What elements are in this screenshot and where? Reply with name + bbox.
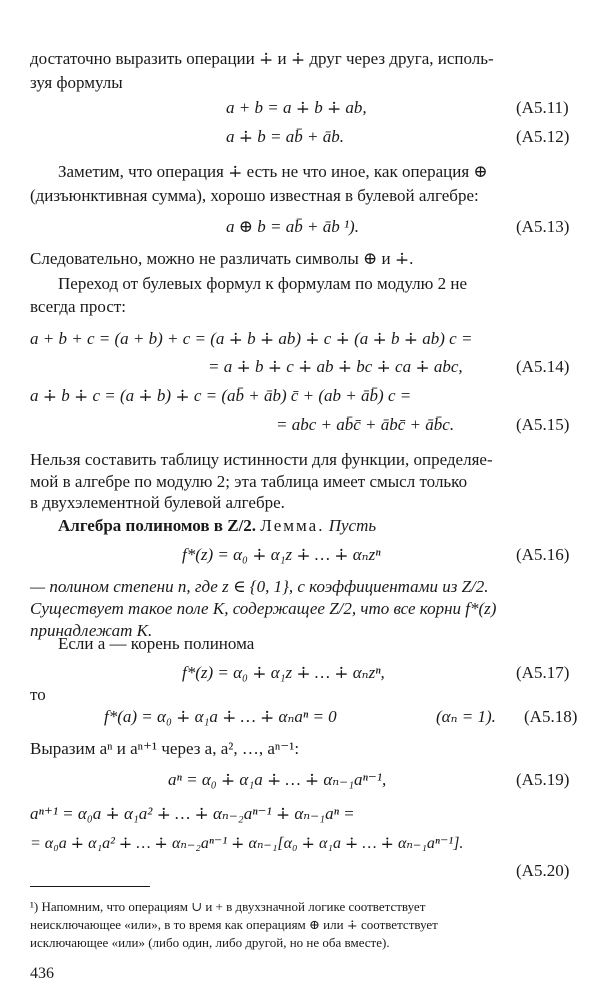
footnote-line: неисключающее «или», в то время как операциям ⊕ или ∔ соответствует (30, 917, 438, 932)
text-line: Заметим, что операция ∔ есть не что иное, как операция ⊕ (58, 162, 488, 181)
equation-number: (A5.20) (516, 861, 570, 880)
text-line: Выразим aⁿ и aⁿ⁺¹ через a, a², …, aⁿ⁻¹: (30, 739, 300, 758)
equation-condition: (αₙ = 1). (436, 707, 496, 726)
equation: a ∔ b ∔ c = (a ∔ b) ∔ c = (ab̄ + āb) c̄ + (ab + āb̄) c = (30, 386, 412, 405)
equation: = a ∔ b ∔ c ∔ ab ∔ bc ∔ ca ∔ abc, (208, 357, 463, 376)
equation-number: (A5.15) (516, 415, 570, 434)
equation: = α₀a ∔ α₁a² ∔ … ∔ αₙ₋₂aⁿ⁻¹ ∔ αₙ₋₁[α₀ ∔ α₁a ∔ … ∔ αₙ₋₁aⁿ⁻¹]. (30, 835, 464, 852)
text-line: Следовательно, можно не различать символы ⊕ и ∔. (30, 249, 414, 268)
lemma-text: принадлежат K. (30, 621, 153, 640)
equation: a ∔ b = ab̄ + āb. (226, 127, 344, 146)
text-line: в двухэлементной булевой алгебре. (30, 493, 285, 512)
lemma-text: — полином степени n, где z ∈ {0, 1}, с коэффициентами из Z/2. (30, 577, 489, 596)
section-heading (58, 517, 376, 534)
equation: f*(z) = α₀ ∔ α₁z ∔ … ∔ αₙzⁿ, (182, 663, 385, 682)
equation-number: (A5.11) (516, 98, 569, 117)
lemma-label: Лемма. (260, 516, 325, 535)
text-line: всегда прост: (30, 297, 127, 316)
equation-number: (A5.18) (524, 707, 578, 726)
equation: aⁿ = α₀ ∔ α₁a ∔ … ∔ αₙ₋₁aⁿ⁻¹, (168, 770, 387, 789)
equation: a + b + c = (a + b) + c = (a ∔ b ∔ ab) ∔ c ∔ (a ∔ b ∔ ab) c = (30, 329, 473, 348)
text-line: (дизъюнктивная сумма), хорошо известная в булевой алгебре: (30, 186, 479, 205)
footnote-separator (30, 886, 150, 887)
text-line: Если a — корень полинома (58, 634, 255, 653)
equation-number: (A5.14) (516, 357, 570, 376)
lemma-text: Пусть (328, 516, 377, 535)
equation-number: (A5.19) (516, 770, 570, 789)
text-line: достаточно выразить операции ∔ и ∔ друг через друга, исполь- (30, 49, 494, 68)
equation: a + b = a ∔ b ∔ ab, (226, 98, 367, 117)
text-line: мой в алгебре по модулю 2; эта таблица имеет смысл только (30, 472, 468, 491)
equation: = abc + ab̄c̄ + ābc̄ + āb̄c. (276, 415, 455, 434)
equation-number: (A5.12) (516, 127, 570, 146)
text-line: зуя формулы (30, 73, 123, 92)
lemma-text: Существует такое поле K, содержащее Z/2, что все корни f*(z) (30, 599, 497, 618)
text-line: Переход от булевых формул к формулам по модулю 2 не (58, 274, 468, 293)
equation-number: (A5.16) (516, 545, 570, 564)
page-number: 436 (30, 965, 54, 982)
equation: f*(a) = α₀ ∔ α₁a ∔ … ∔ αₙaⁿ = 0 (104, 707, 337, 726)
heading-title: Алгебра полиномов в Z/2. (58, 516, 257, 535)
footnote-line: исключающее «или» (либо один, либо другой, но не оба вместе). (30, 935, 390, 950)
equation: f*(z) = α₀ ∔ α₁z ∔ … ∔ αₙzⁿ (182, 545, 381, 564)
equation-number: (A5.17) (516, 663, 570, 682)
footnote-line: ¹) Напомним, что операциям ∪ и + в двухзначной логике соответствует (30, 899, 426, 914)
text-line: то (30, 685, 46, 704)
equation: a ⊕ b = ab̄ + āb ¹). (226, 217, 359, 236)
equation-number: (A5.13) (516, 217, 570, 236)
text-line: Нельзя составить таблицу истинности для функции, определяе- (30, 450, 493, 469)
equation: aⁿ⁺¹ = α₀a ∔ α₁a² ∔ … ∔ αₙ₋₂aⁿ⁻¹ ∔ αₙ₋₁aⁿ = (30, 804, 355, 823)
